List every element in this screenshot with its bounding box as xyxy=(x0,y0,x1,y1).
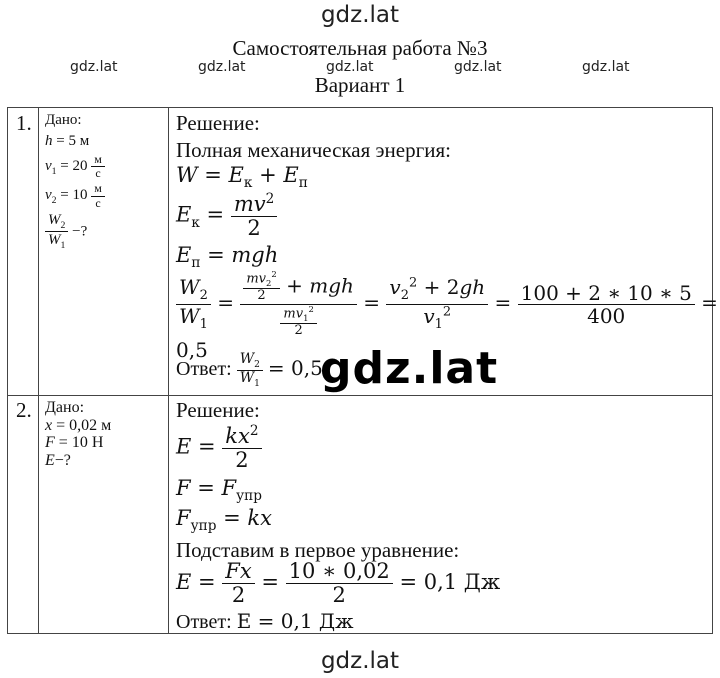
task-1-answer: Ответ: $\frac{W_2}{W_1}$ = 0,5 xyxy=(176,351,323,389)
formula-force: $F = F_{упр}$ xyxy=(176,476,262,505)
watermark-small: gdz.lat xyxy=(70,59,118,75)
given-x: x = 0,02 м xyxy=(45,416,112,434)
variant-title: Вариант 1 xyxy=(314,73,406,97)
watermark-bottom: gdz.lat xyxy=(320,648,400,674)
given-v2: $v_2 = 10$ $\frac{м}{с}$ xyxy=(45,182,105,209)
watermark-small: gdz.lat xyxy=(198,59,246,75)
given-f: F = 10 Н xyxy=(45,434,104,452)
table-divider xyxy=(7,395,713,396)
task-2-substitute-text: Подставим в первое уравнение: xyxy=(176,538,460,562)
task-1-number: 1. xyxy=(16,111,32,135)
formula-potential: $E_п$ = mgh xyxy=(176,243,279,272)
table-divider xyxy=(168,107,169,634)
task-2-answer: Ответ: E = 0,1 Дж xyxy=(176,609,354,633)
watermark-small: gdz.lat xyxy=(454,59,502,75)
formula-result: E = $\frac{Fx}{2}$ = $\frac{10 ∗ 0,02}{2}$ = 0,1 Дж xyxy=(176,559,501,608)
watermark-top: gdz.lat xyxy=(320,2,400,28)
page-title: Самостоятельная работа №3 xyxy=(232,36,488,60)
task-2-number: 2. xyxy=(16,398,32,422)
given-label: Дано: xyxy=(45,112,82,128)
task-2-given xyxy=(45,399,111,469)
watermark-small: gdz.lat xyxy=(326,59,374,75)
watermark-small: gdz.lat xyxy=(582,59,630,75)
task-1-energy-text: Полная механическая энергия: xyxy=(176,138,451,162)
formula-ratio: $\frac{W_2}{W_1}$ = $\frac{mv_2^2}{2}$ + mgh $\frac{mv_1^2}{2}$ = $\frac{v_2^2 + 2gh}{v_1^2}$ = $\frac{100 + 2 ∗ 10 ∗ 5}{400}$ = 0,5 xyxy=(176,269,718,363)
given-label: Дано: xyxy=(45,399,85,416)
task-2-solution-label: Решение: xyxy=(176,398,260,422)
formula-elastic-energy: E = $\frac{kx^2}{2}$ xyxy=(176,424,262,472)
task-1-given xyxy=(45,112,105,252)
given-h: h = 5 м xyxy=(45,132,90,149)
formula-kinetic: $E_к$ = $\frac{mv^2}{2}$ xyxy=(176,192,277,240)
watermark-large: gdz.lat xyxy=(320,343,499,394)
given-ratio: $\frac{W_2}{W_1}$ −? xyxy=(45,212,105,252)
given-e-question: E−? xyxy=(45,451,71,469)
formula-hooke: $F_{упр}$ = kx xyxy=(176,506,272,535)
formula-total-energy: $W = E_к + E_п$ xyxy=(176,163,308,192)
table-divider xyxy=(38,107,39,634)
given-v1: $v_1 = 20$ $\frac{м}{с}$ xyxy=(45,153,105,180)
task-1-solution-label: Решение: xyxy=(176,111,260,135)
